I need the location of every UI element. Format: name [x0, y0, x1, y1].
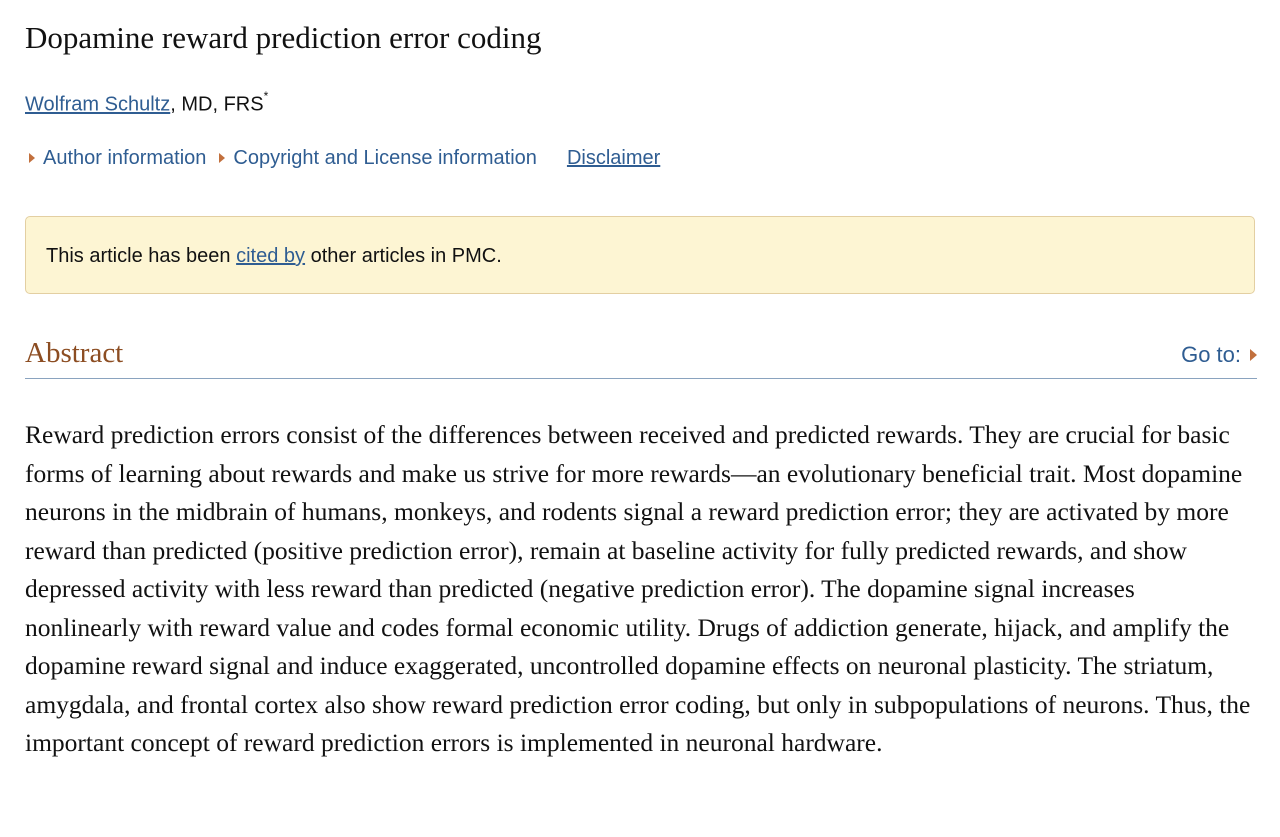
abstract-paragraph: Reward prediction errors consist of the differences between received and predicted rewards. They are crucial for basic forms of learning about rewards and make us strive for more rewards—an evolutionary beneficial trait. Most dopamine neurons in the midbrain of humans, monkeys, and rodents signal a reward prediction error; they are activated by more reward than predicted (positive prediction error), remain at baseline activity for fully predicted rewards, and show depressed activity with less reward than predicted (negative prediction error). The dopamine signal increases nonlinearly with reward value and codes formal economic utility. Drugs of addiction generate, hijack, and amplify the dopamine reward signal and induce exaggerated, uncontrolled dopamine effects on neuronal plasticity. The striatum, amygdala, and frontal cortex also show reward prediction error coding, but only in subpopulations of neurons. Thus, the important concept of reward prediction errors is implemented in neuronal hardware. — [25, 420, 1251, 757]
article-meta-links — [25, 145, 660, 171]
author-information-label: Author information — [43, 147, 207, 169]
notice-prefix: This article has been — [46, 245, 237, 267]
goto-menu-button[interactable] — [1181, 341, 1257, 369]
goto-label: Go to: — [1181, 342, 1241, 367]
cited-by-link[interactable]: cited by — [236, 245, 306, 267]
author-information-toggle[interactable] — [25, 145, 206, 171]
copyright-license-toggle[interactable] — [215, 145, 537, 171]
author-link[interactable]: Wolfram Schultz — [25, 93, 171, 116]
article-title: Dopamine reward prediction error coding — [25, 20, 542, 55]
expand-triangle-icon — [1250, 349, 1257, 361]
author-credentials: , MD, FRS — [170, 93, 264, 116]
author-line — [25, 86, 268, 118]
cited-by-notice — [25, 216, 1255, 294]
notice-suffix: other articles in PMC. — [305, 245, 502, 267]
expand-triangle-icon — [219, 153, 225, 163]
abstract-section-header — [25, 333, 1257, 379]
disclaimer-link[interactable]: Disclaimer — [566, 147, 661, 169]
expand-triangle-icon — [29, 153, 35, 163]
copyright-license-label: Copyright and License information — [233, 147, 537, 169]
author-footnote-mark[interactable]: * — [263, 89, 269, 103]
abstract-heading: Abstract — [25, 337, 124, 369]
